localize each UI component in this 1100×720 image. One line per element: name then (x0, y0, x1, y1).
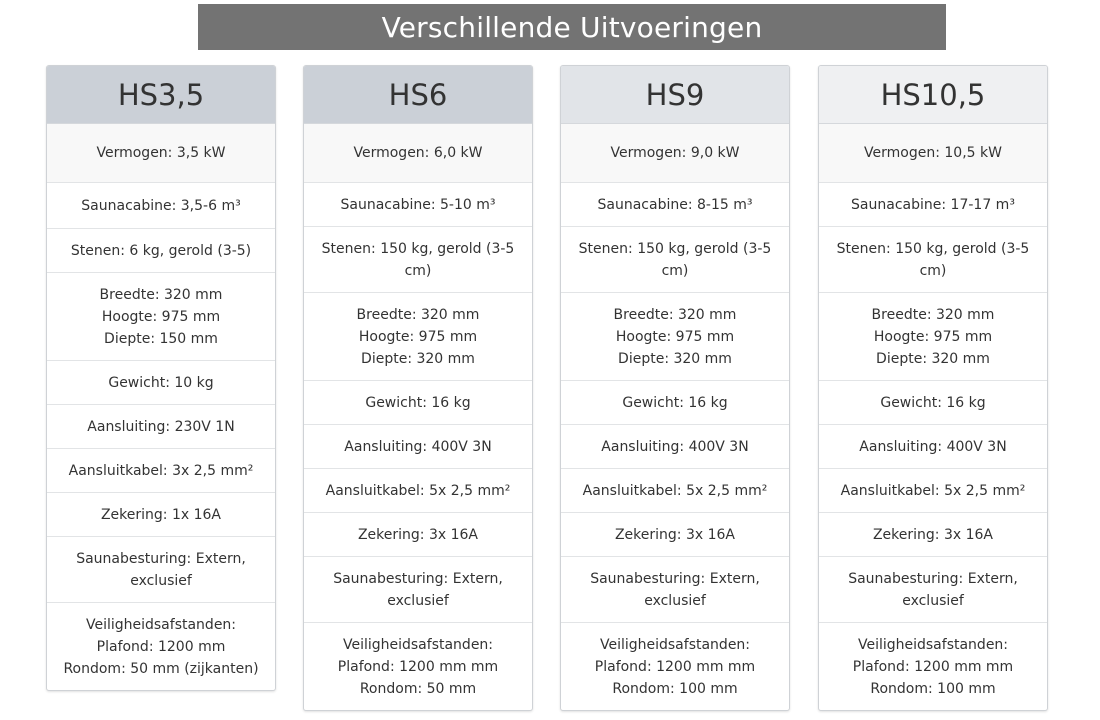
spec-line: Saunacabine: 3,5-6 m³ (81, 197, 241, 214)
spec-line: Gewicht: 16 kg (622, 394, 728, 411)
spec-row-fuse (304, 512, 532, 556)
spec-line: Saunabesturing: Extern, (333, 570, 503, 587)
page-title-banner (198, 4, 946, 50)
spec-row-dimensions (819, 292, 1047, 380)
spec-line: Gewicht: 16 kg (365, 394, 471, 411)
spec-line: Hoogte: 975 mm (873, 328, 993, 345)
spec-text (59, 460, 263, 482)
spec-line: Diepte: 320 mm (876, 350, 990, 367)
spec-row-connection (304, 424, 532, 468)
spec-text (573, 436, 777, 458)
spec-line: Vermogen: 3,5 kW (96, 145, 226, 161)
spec-line: Plafond: 1200 mm (96, 638, 226, 655)
card-title: HS6 (304, 66, 532, 124)
spec-row-power (819, 124, 1047, 182)
spec-line: Saunabesturing: Extern, (848, 570, 1018, 587)
spec-row-safety-distances (47, 602, 275, 690)
product-card-hs6 (303, 65, 533, 711)
spec-line: Aansluiting: 400V 3N (859, 438, 1007, 455)
spec-line: Zekering: 1x 16A (100, 506, 222, 523)
spec-text (831, 392, 1035, 414)
spec-line: Gewicht: 10 kg (108, 374, 214, 391)
spec-text (316, 194, 520, 216)
spec-line: Veiligheidsafstanden: (342, 636, 494, 653)
spec-row-weight (47, 360, 275, 404)
spec-row-fuse (561, 512, 789, 556)
spec-line: Aansluitkabel: 3x 2,5 mm² (68, 462, 254, 479)
spec-text (831, 142, 1035, 164)
spec-line: Rondom: 100 mm (870, 680, 996, 697)
spec-text (573, 238, 777, 282)
spec-line: exclusief (130, 572, 192, 589)
spec-line: Plafond: 1200 mm mm (852, 658, 1014, 675)
spec-text (831, 568, 1035, 612)
spec-text (831, 238, 1035, 282)
spec-text (59, 195, 263, 217)
card-title: HS10,5 (819, 66, 1047, 124)
spec-line: Aansluitkabel: 5x 2,5 mm² (582, 482, 768, 499)
spec-row-cabin-volume (47, 182, 275, 228)
spec-row-cable (561, 468, 789, 512)
spec-line: Breedte: 320 mm (356, 306, 480, 323)
spec-row-sauna-control (304, 556, 532, 622)
spec-text (831, 480, 1035, 502)
spec-text (831, 304, 1035, 370)
spec-row-dimensions (47, 272, 275, 360)
spec-text (59, 372, 263, 394)
spec-list (304, 124, 532, 710)
spec-line: Saunabesturing: Extern, (76, 550, 246, 567)
spec-line: Diepte: 320 mm (361, 350, 475, 367)
spec-line: Saunacabine: 17-17 m³ (851, 196, 1015, 213)
spec-row-weight (819, 380, 1047, 424)
spec-row-cable (304, 468, 532, 512)
spec-text (573, 634, 777, 700)
product-card-hs10-5 (818, 65, 1048, 711)
spec-line: Stenen: 150 kg, gerold (3-5 (578, 240, 772, 257)
spec-line: Saunabesturing: Extern, (590, 570, 760, 587)
spec-line: Breedte: 320 mm (613, 306, 737, 323)
spec-line: Diepte: 150 mm (104, 330, 218, 347)
spec-text (316, 304, 520, 370)
spec-row-fuse (47, 492, 275, 536)
spec-line: Hoogte: 975 mm (101, 308, 221, 325)
spec-line: Plafond: 1200 mm mm (594, 658, 756, 675)
spec-row-stones (819, 226, 1047, 292)
spec-text (573, 480, 777, 502)
spec-text (59, 416, 263, 438)
spec-line: Zekering: 3x 16A (357, 526, 479, 543)
spec-line: cm) (661, 262, 689, 279)
spec-list (819, 124, 1047, 710)
spec-line: Breedte: 320 mm (99, 286, 223, 303)
spec-line: Vermogen: 10,5 kW (864, 145, 1002, 161)
spec-line: Aansluiting: 400V 3N (601, 438, 749, 455)
spec-line: Stenen: 6 kg, gerold (3-5) (70, 242, 252, 259)
spec-line: Plafond: 1200 mm mm (337, 658, 499, 675)
spec-text (831, 436, 1035, 458)
spec-line: cm) (919, 262, 947, 279)
spec-line: Zekering: 3x 16A (614, 526, 736, 543)
spec-line: Saunacabine: 8-15 m³ (597, 196, 753, 213)
spec-text (573, 194, 777, 216)
spec-line: Rondom: 100 mm (612, 680, 738, 697)
spec-line: exclusief (387, 592, 449, 609)
card-title: HS3,5 (47, 66, 275, 124)
spec-line: exclusief (902, 592, 964, 609)
spec-line: Vermogen: 6,0 kW (353, 145, 483, 161)
spec-line: Breedte: 320 mm (871, 306, 995, 323)
spec-line: Hoogte: 975 mm (358, 328, 478, 345)
spec-row-power (47, 124, 275, 182)
spec-row-safety-distances (304, 622, 532, 710)
spec-text (316, 568, 520, 612)
spec-row-dimensions (561, 292, 789, 380)
spec-line: Veiligheidsafstanden: (85, 616, 237, 633)
spec-line: Hoogte: 975 mm (615, 328, 735, 345)
spec-row-weight (561, 380, 789, 424)
spec-row-cabin-volume (561, 182, 789, 226)
spec-text (59, 284, 263, 350)
spec-text (59, 240, 263, 262)
spec-row-sauna-control (47, 536, 275, 602)
spec-line: Vermogen: 9,0 kW (610, 145, 740, 161)
spec-text (573, 524, 777, 546)
page-title: Verschillende Uitvoeringen (381, 10, 763, 44)
spec-row-sauna-control (819, 556, 1047, 622)
spec-line: exclusief (644, 592, 706, 609)
spec-line: Aansluitkabel: 5x 2,5 mm² (325, 482, 511, 499)
spec-text (573, 304, 777, 370)
spec-line: Veiligheidsafstanden: (857, 636, 1009, 653)
spec-line: Stenen: 150 kg, gerold (3-5 (321, 240, 515, 257)
spec-text (316, 524, 520, 546)
spec-list (47, 124, 275, 690)
spec-text (573, 142, 777, 164)
spec-text (59, 548, 263, 592)
spec-text (831, 194, 1035, 216)
spec-text (59, 142, 263, 164)
spec-row-sauna-control (561, 556, 789, 622)
spec-row-safety-distances (819, 622, 1047, 710)
spec-row-connection (561, 424, 789, 468)
card-title: HS9 (561, 66, 789, 124)
spec-row-connection (47, 404, 275, 448)
spec-line: Rondom: 50 mm (359, 680, 477, 697)
spec-line: cm) (404, 262, 432, 279)
spec-text (316, 480, 520, 502)
spec-text (316, 436, 520, 458)
spec-text (831, 524, 1035, 546)
spec-text (316, 142, 520, 164)
spec-line: Zekering: 3x 16A (872, 526, 994, 543)
spec-text (316, 392, 520, 414)
spec-text (573, 392, 777, 414)
spec-row-stones (47, 228, 275, 272)
spec-row-stones (304, 226, 532, 292)
spec-row-connection (819, 424, 1047, 468)
spec-text (316, 634, 520, 700)
spec-line: Aansluiting: 400V 3N (344, 438, 492, 455)
product-card-hs3-5 (46, 65, 276, 691)
spec-row-power (561, 124, 789, 182)
spec-list (561, 124, 789, 710)
spec-line: Gewicht: 16 kg (880, 394, 986, 411)
spec-row-power (304, 124, 532, 182)
spec-row-cable (819, 468, 1047, 512)
spec-line: Aansluiting: 230V 1N (87, 418, 235, 435)
spec-row-cable (47, 448, 275, 492)
spec-row-stones (561, 226, 789, 292)
product-card-hs9 (560, 65, 790, 711)
spec-line: Rondom: 50 mm (zijkanten) (63, 660, 259, 677)
spec-line: Saunacabine: 5-10 m³ (340, 196, 496, 213)
spec-text (316, 238, 520, 282)
spec-row-cabin-volume (819, 182, 1047, 226)
spec-row-weight (304, 380, 532, 424)
spec-text (573, 568, 777, 612)
spec-line: Veiligheidsafstanden: (599, 636, 751, 653)
spec-row-cabin-volume (304, 182, 532, 226)
spec-row-fuse (819, 512, 1047, 556)
spec-line: Diepte: 320 mm (618, 350, 732, 367)
spec-text (59, 614, 263, 680)
spec-line: Aansluitkabel: 5x 2,5 mm² (840, 482, 1026, 499)
spec-text (59, 504, 263, 526)
spec-row-safety-distances (561, 622, 789, 710)
spec-text (831, 634, 1035, 700)
spec-line: Stenen: 150 kg, gerold (3-5 (836, 240, 1030, 257)
spec-row-dimensions (304, 292, 532, 380)
